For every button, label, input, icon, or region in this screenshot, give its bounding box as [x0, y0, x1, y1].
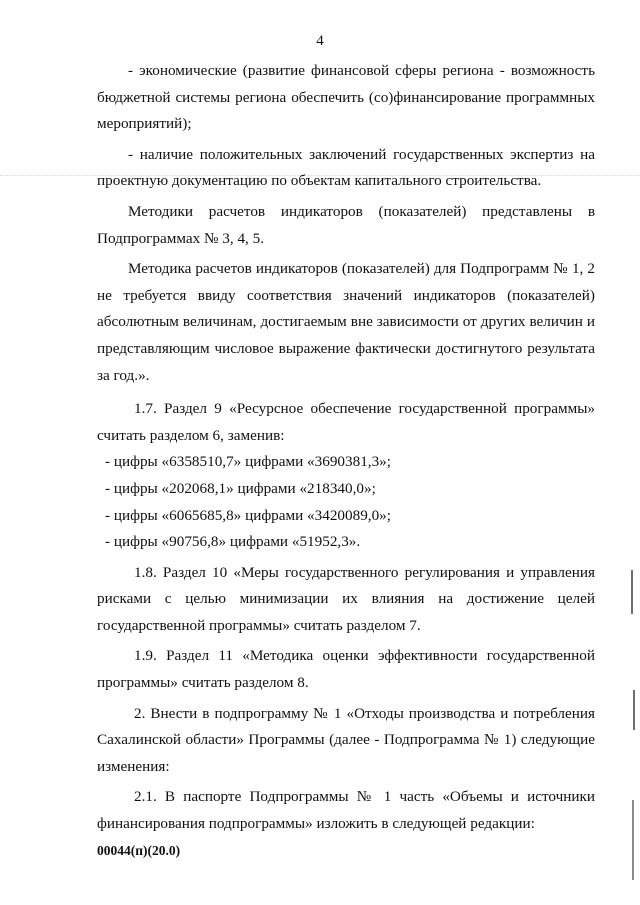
paragraph-economic: - экономические (развитие финансовой сферы региона - возможность бюджетной системы региона обеспечить (со)финансирование программных мероприятий); [97, 62, 595, 133]
list-item-replacement-3: - цифры «6065685,8» цифрами «3420089,0»; [105, 506, 391, 524]
paragraph-methods-not-required: Методика расчетов индикаторов (показателей) для Подпрограмм № 1, 2 не требуется ввиду соответствия значений индикаторов (показателей) абсолютным величинам, достигаемым вне зависимости от других величин и представляющим числовое выражение фактически достигнутого результата за год.». [97, 260, 595, 384]
scan-edge-mark [632, 800, 634, 880]
paragraph-expertise: - наличие положительных заключений государственных экспертиз на проектную документацию по объектам капитального строительства. [97, 145, 595, 190]
document-body [97, 58, 595, 838]
list-item-replacement-2: - цифры «202068,1» цифрами «218340,0»; [105, 479, 376, 497]
paragraph-section-1-9: 1.9. Раздел 11 «Методика оценки эффективности государственной программы» считать разделом 8. [97, 647, 595, 692]
paragraph-methods-presented: Методики расчетов индикаторов (показателей) представлены в Подпрограммах № 3, 4, 5. [97, 202, 595, 247]
paragraph-section-2: 2. Внести в подпрограмму № 1 «Отходы производства и потребления Сахалинской области» Программы (далее - Подпрограмма № 1) следующие изменения: [97, 704, 595, 775]
list-item-replacement-1: - цифры «6358510,7» цифрами «3690381,3»; [105, 453, 391, 471]
paragraph-section-1-7: 1.7. Раздел 9 «Ресурсное обеспечение государственной программы» считать разделом 6, заменив: [97, 400, 595, 444]
scan-edge-mark [633, 690, 635, 730]
document-code: 00044(п)(20.0) [97, 843, 181, 858]
paragraph-section-2-1: 2.1. В паспорте Подпрограммы № 1 часть «Объемы и источники финансирования подпрограммы» изложить в следующей редакции: [97, 788, 595, 833]
scan-edge-mark [631, 570, 633, 614]
paragraph-section-1-8: 1.8. Раздел 10 «Меры государственного регулирования и управления рисками с целью минимизации их влияния на достижение целей государственной программы» считать разделом 7. [97, 563, 595, 634]
page-number: 4 [316, 33, 324, 49]
list-item-replacement-4: - цифры «90756,8» цифрами «51952,3». [105, 533, 361, 551]
